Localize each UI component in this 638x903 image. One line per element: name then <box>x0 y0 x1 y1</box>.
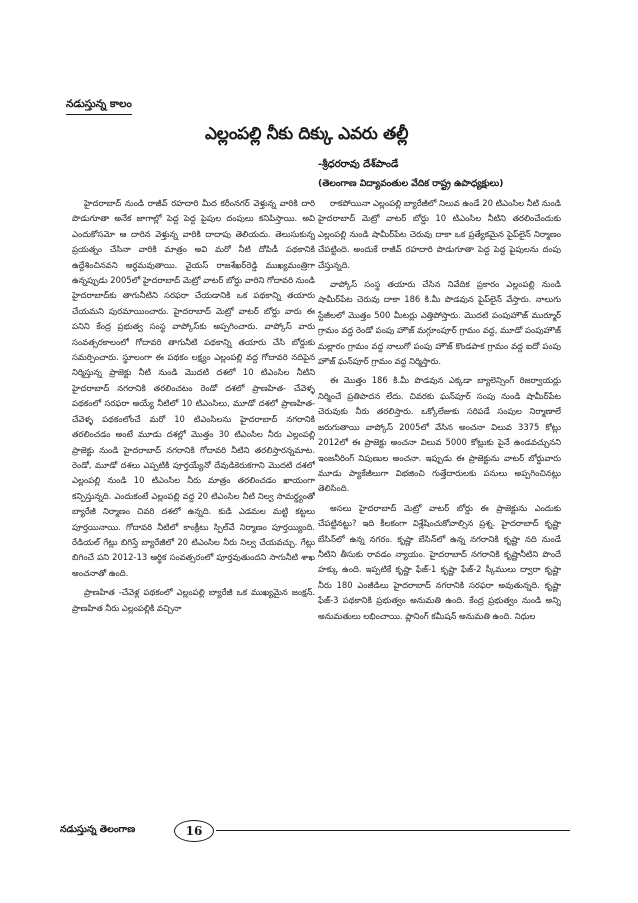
left-paragraph-2: ప్రాణహిత -చేవెళ్ల పథకంలో ఎల్లంపల్లి బ్యారేజీ ఒక ముఖ్యమైన జంక్షన్. ప్రాణహిత నీరు ఎల్లంపల్లికి వచ్చినా <box>72 587 315 613</box>
right-paragraph-2: వాప్కోస్ సంస్థ తయారు చేసిన నివేదిక ప్రకారం ఎల్లంపల్లి నుండి షామీర్‌పేట చెరువు దాకా 186 కి.మీ పొడవున పైప్‌లైన్ వేస్తారు. నాలుగు స్టేజీలలో మొత్తం 500 మీటర్లు ఎత్తిపోస్తారు. మొదటి పంపుహౌజ్ ముర్మూర్ గ్రామం వద్ద రెండో పంపు హౌజ్ మగ్గూంపూర్ గ్రామం వద్ద, మూడో పంపుహౌజ్ మల్లారం గ్రామం వద్ద నాలుగో పంపు హౌజ్ కొండపాక గ్రామం వద్ద ఐదో పంపు హౌజ్ ఘన్‌పూర్ గ్రామం వద్ద నిర్మిస్తారు. <box>318 279 561 367</box>
section-label: నడుస్తున్న కాలం <box>66 98 132 115</box>
right-paragraph-4: అసలు హైదరాబాద్ మెట్రో వాటర్ బోర్డు ఈ ప్రాజెక్టును ఎందుకు చేపట్టినట్టు? ఇది కీలకంగా విశ్లేషించుకోవాల్సిన ప్రశ్న. హైదరాబాద్ కృష్ణా బేసిన్‌లో ఉన్న నగరం. కృష్ణా బేసిన్‌లో ఉన్న నగరానికి కృష్ణా నది నుండే నీటిని తీసుకు రావడం న్యాయం. హైదరాబాద్ నగరానికి కృష్ణానీటిని పొందే హక్కు ఉంది. ఇప్పటికే కృష్ణా ఫేజ్-1 కృష్ణా ఫేజ్-2 స్కీములు ద్వారా కృష్ణా నీరు 180 ఎంజీడిలు హైదరాబాద్ నగరానికి సరఫరా అవుతున్నది. కృష్ణా ఫేజ్-3 పథకానికి ప్రభుత్వం అనుమతి ఉంది. కేంద్ర ప్రభుత్వం నుండి అన్ని అనుమతులు లభించాయి. ప్లానింగ్ కమీషన్ అనుమతి ఉంది. నిధుల <box>318 502 561 621</box>
page-footer <box>60 820 580 842</box>
author-designation: (తెలంగాణ విద్యావంతుల వేదిక రాష్ట్ర ఉపాధ్యక్షులు) <box>318 178 504 189</box>
right-paragraph-3: ఈ మొత్తం 186 కి.మీ పొడవున ఎక్కడా బ్యాలెన్సింగ్ రిజర్వాయర్లు నిర్మించే ప్రతిపాదన లేదు. చివరకు ఘన్‌పూర్ సంపు నుండి షామీర్‌పేట చెరువుకు నీరు తరలిస్తారు. ఒక్కోలేజుకు సరిపడే సంపుల నిర్మాణాలే జరుగుతాయి వాప్కోస్ 2005లో వేసిన అంచనా విలువ 3375 కోట్లు 2012లో ఈ ప్రాజెక్టు అంచనా విలువ 5000 కోట్లుకు పైనే ఉండవచ్చునని ఇంజనీరింగ్ నిపుణుల అంచనా. ఇప్పుడు ఈ ప్రాజెక్టును వాటర్ బోర్డువారు మూడు ప్యాకేజీలుగా విభజించి గుత్తేదారులకు పనులు అప్పగించినట్లు తెలిసింది. <box>318 375 561 494</box>
left-paragraph-1: హైదరాబాద్ నుండి రాజీవ్ రహదారి మీద కరీంనగర్ వెళ్తున్న వారికి దారి పొడుగూతా అనేక జాగాల్లో పెద్ద పెద్ద పైపుల దంపులు కనిపిస్తాయి. అవి ఎందుకోసమో ఆ దారిన వెళ్తున్న వారికి దాదాపు తెలియదు. తెలుసుకున్న ప్రయత్నం చేసినా వారికి మాత్రం అవి మరో నీటి దోపిడీ పథకానికి ఉద్దేశించినవని అర్థమవుతాయి. వైయస్ రాజశేఖర్‌రెడ్డి ముఖ్యమంత్రిగా ఉన్నప్పుడు 2005లో హైదరాబాద్ మెట్రో వాటర్ బోర్డు వారిని గోదావరి నుండి హైదరాబాద్‌కు తాగునీటిని సరఫరా చేయడానికి ఒక పథకాన్ని తయారు చేయమని పురమాయించారు. హైదరాబాద్ మెట్రో వాటర్ బోర్డు వారు ఈ పనిని కేంద్ర ప్రభుత్వ సంస్థ వాప్కోస్‌కు అప్పగించారు. వాప్కోస్ వారు సంవత్సరకాలంలో గోదావరి తాగునీటి పథకాన్ని తయారు చేసి బోర్డుకు సమర్పించారు. స్థూలంగా ఈ పథకం లక్ష్యం ఎల్లంపల్లి వద్ద గోదావరి నదిపైన నిర్మిస్తున్న ప్రాజెక్టు నీటి నుండి మొదటి దశలో 10 టిఎంసిల నీటిని హైదరాబాద్ నగరానికి తరలించటం రెండో దశలో ప్రాణహిత- చేవెళ్ళ పథకంలో సరఫరా అయ్యే నీటిలో 10 టిఎంసిలు, మూడో దశలో ప్రాణహిత- చేవెళ్ళ పథకంలోంచే మరో 10 టిఎంసిలను హైదరాబాద్ నగరానికి తరలించడం అంటే మూడు దశల్లో మొత్తం 30 టిఎంసిల నీరు ఎల్లంపల్లి ప్రాజెక్టు నుండి హైదరాబాద్ నగరానికి గోదావరి నీటిని తరలిస్తారన్నమాట. రెండో, మూడో దశలు ఎప్పటికి పూర్తయ్యేనో దేవుడికెరుకగాని మొదటి దశలో ఎల్లంపల్లి నుండి 10 టిఎంసిల నీరు మాత్రం తరలించడం ఖాయంగా కన్పిస్తున్నది. ఎందుకంటే ఎల్లంపల్లి వద్ద 20 టిఎంసిల నీటి నిల్వ సామర్థ్యంతో బ్యారేజీ నిర్మాణం చివరి దశలో ఉన్నది. కుడి ఎడమల మట్టి కట్టలు పూర్తయినాయి. గోదావరి నీటిలో కాంక్రీటు స్పిల్‌వే నిర్మాణం పూర్తయ్యింది. రేడియల్ గేట్లు బిగిస్తే బ్యారేజీలో 20 టిఎంసిల నీరు నిల్వ చేయవచ్చు. గేట్లు బిగించే పని 2012-13 ఆర్థిక సంవత్సరంలో పూర్తవుతుందని సాగునీటి శాఖ అంచనాతో ఉంది. <box>72 198 315 578</box>
right-column <box>318 196 561 840</box>
page-number: 16 <box>174 820 214 842</box>
footer-publication-label: నడుస్తున్న తెలంగాణ <box>60 824 136 835</box>
article-title: ఎల్లంపల్లి నీకు దిక్కు ఎవరు తల్లీ <box>205 124 409 144</box>
footer-divider <box>216 830 570 831</box>
article-author: -శ్రీధరరావు దేశ్‌పాండే <box>318 159 399 170</box>
left-column <box>72 196 315 840</box>
right-paragraph-1: రాకపోయినా ఎల్లంపల్లి బ్యారేజీలో నిలువ ఉండే 20 టిఎంసిల నీటి నుండి హైదరాబాద్ మెట్రో వాటర్ బోర్డు 10 టిఎంసిల నీటిని తరలించేందుకు ఎల్లంపల్లి నుండి షామీర్‌పేట చెరువు దాకా ఒక ప్రత్యేకమైన పైప్‌లైన్ నిర్మాణం చేపట్టింది. అందుకే రాజీవ్ రహదారి పొడుగూతా పెద్ద పెద్ద పైపులను దంపు చేస్తున్నది. <box>318 198 561 270</box>
